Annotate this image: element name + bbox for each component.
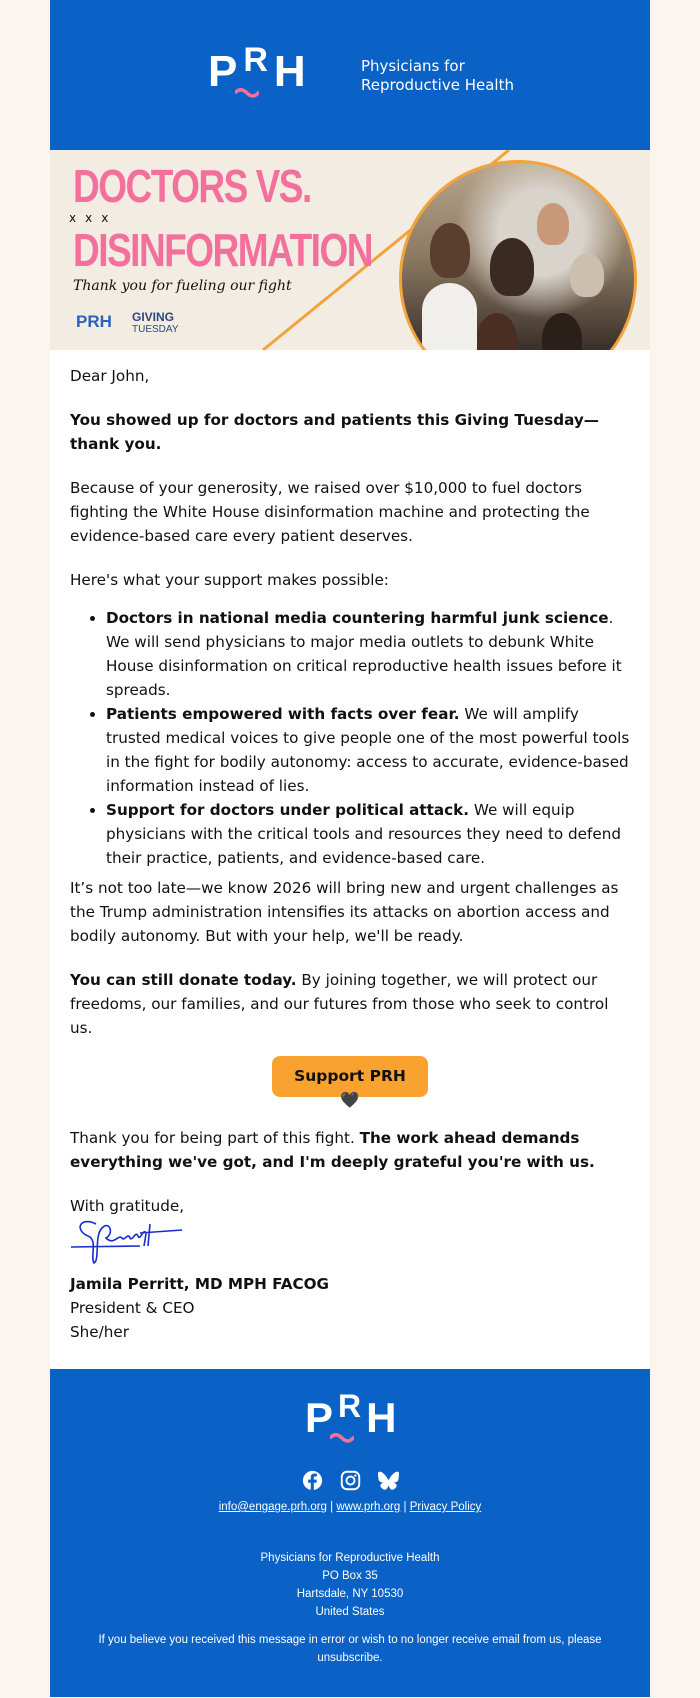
person-shape — [422, 283, 477, 350]
bluesky-icon[interactable] — [378, 1470, 399, 1491]
banner-subtitle: Thank you for fueling our fight — [73, 278, 292, 294]
banner-title-line1: DOCTORS VS. — [73, 160, 311, 212]
unsubscribe-notice[interactable]: If you believe you received this message in error or wish to no longer receive email from us, please unsubscribe. — [98, 1634, 602, 1664]
signature-image — [70, 1216, 185, 1266]
support-list — [70, 606, 630, 870]
list-item-title: Patients empowered with facts over fear. — [106, 705, 460, 723]
paragraph — [70, 968, 630, 1040]
org-name — [361, 57, 514, 95]
list-item — [106, 606, 630, 702]
privacy-policy-link[interactable]: Privacy Policy — [409, 1501, 482, 1513]
address-line: Hartsdale, NY 10530 — [296, 1588, 404, 1600]
giving-tuesday-logo — [132, 312, 179, 335]
logo-letter: P — [305, 1394, 334, 1441]
banner-prh-logo: PRH — [76, 312, 112, 331]
org-name-line: Reproductive Health — [361, 76, 514, 94]
list-item-text: . We will send physicians to major media outlets to debunk White House disinformation on critical reproductive health issues before it spreads. — [106, 609, 622, 699]
paragraph: Here's what your support makes possible: — [70, 571, 389, 589]
closing: With gratitude, — [70, 1197, 185, 1215]
greeting: Dear John, — [70, 367, 150, 385]
wave-icon — [235, 88, 259, 98]
paragraph: It’s not too late—we know 2026 will bring new and urgent challenges as the Trump administration intensifies its attacks on abortion access and bodily autonomy. But with your help, we'll be ready. — [70, 879, 619, 945]
signer-pronouns: She/her — [70, 1323, 129, 1341]
footer-prh-logo[interactable] — [305, 1388, 397, 1441]
logo-letter: H — [366, 1394, 397, 1441]
signature-block — [70, 1194, 630, 1344]
logo-letter: P — [208, 47, 238, 96]
person-shape — [477, 313, 517, 350]
facebook-icon[interactable] — [302, 1470, 323, 1491]
list-item — [106, 798, 630, 870]
paragraph: Because of your generosity, we raised over $10,000 to fuel doctors fighting the White House disinformation machine and protecting the evidence-based care every patient deserves. — [70, 479, 590, 545]
person-shape — [490, 238, 534, 296]
list-item — [106, 702, 630, 798]
prh-logo[interactable] — [208, 41, 306, 96]
person-shape — [537, 203, 569, 245]
footer-links — [50, 1501, 650, 1513]
list-item-text: We will amplify trusted medical voices to give people one of the most powerful tools in the fight for bodily autonomy: access to accurate, evidence-based information instead of lies. — [106, 705, 630, 795]
logo-letter: R — [243, 41, 268, 79]
mailing-address — [50, 1549, 650, 1621]
paragraph-text: By joining together, we will protect our freedoms, our families, and our futures from those who seek to control us. — [70, 971, 609, 1037]
social-links — [50, 1470, 650, 1491]
separator: | — [330, 1501, 334, 1513]
address-line: Physicians for Reproductive Health — [260, 1552, 440, 1564]
website-link[interactable]: www.prh.org — [336, 1501, 401, 1513]
logo-letter: R — [338, 1388, 362, 1424]
paragraph-text: Thank you for being part of this fight. — [70, 1129, 360, 1147]
separator: | — [403, 1501, 407, 1513]
list-item-text: We will equip physicians with the critical tools and resources they need to defend their practice, patients, and evidence-based care. — [106, 801, 621, 867]
list-item-title: Support for doctors under political attack. — [106, 801, 469, 819]
emphasis: The work ahead demands everything we've got, and I'm deeply grateful you're with us. — [70, 1129, 595, 1171]
person-shape — [430, 223, 470, 278]
email-header — [50, 0, 650, 150]
email-body — [50, 350, 650, 1369]
person-shape — [542, 313, 582, 350]
emphasis: You can still donate today. — [70, 971, 297, 989]
support-prh-button[interactable]: Support PRH 🖤 — [272, 1056, 428, 1097]
tuesday-label: TUESDAY — [132, 324, 179, 335]
cross-marks: xxx — [69, 211, 118, 225]
person-shape — [570, 253, 604, 297]
paragraph — [70, 1126, 630, 1174]
signer-title: President & CEO — [70, 1299, 195, 1317]
giving-label: GIVING — [132, 310, 175, 324]
address-line: United States — [315, 1606, 385, 1618]
logo-letter: H — [273, 47, 306, 96]
headline: You showed up for doctors and patients this Giving Tuesday—thank you. — [70, 411, 599, 453]
email-footer — [50, 1369, 650, 1697]
signer-name: Jamila Perritt, MD MPH FACOG — [70, 1275, 330, 1293]
instagram-icon[interactable] — [340, 1470, 361, 1491]
address-line: PO Box 35 — [322, 1570, 378, 1582]
wave-icon — [330, 1433, 354, 1443]
email-link[interactable]: info@engage.prh.org — [218, 1501, 327, 1513]
list-item-title: Doctors in national media countering harmful junk science — [106, 609, 609, 627]
org-name-line: Physicians for — [361, 57, 465, 75]
banner-title-line2: DISINFORMATION — [73, 224, 372, 276]
hero-banner — [50, 150, 650, 350]
